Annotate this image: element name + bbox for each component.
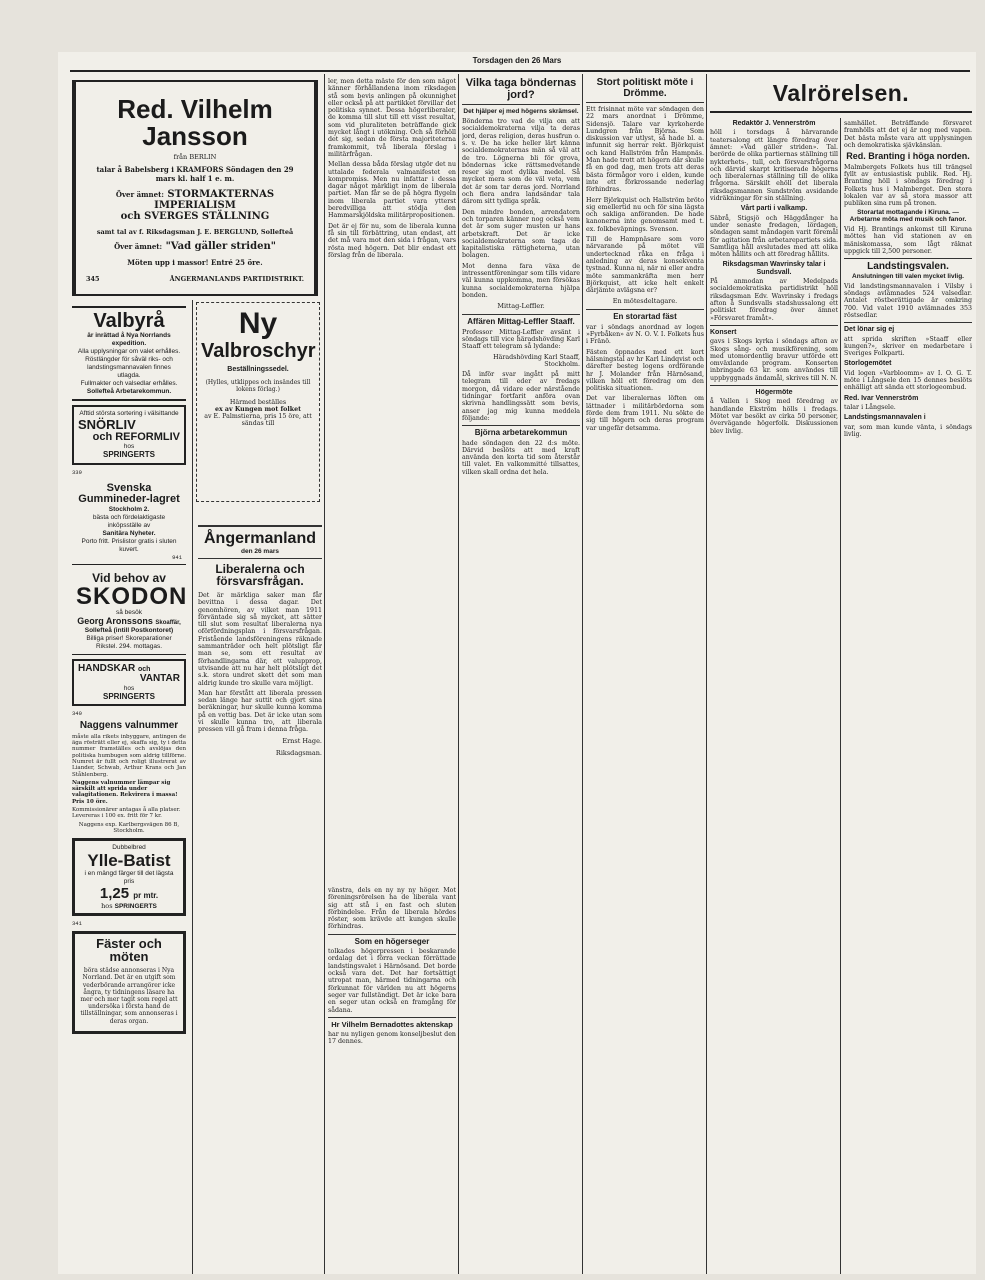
skodon-l4b: Skoaffär, xyxy=(155,620,181,627)
lecture-title: Red. Vilhelm Jansson xyxy=(117,94,273,152)
col7-p1: samhället. Beträffande försvaret framhölls att det ej är nog med vapen. Det bästa måste vara att upplysningen och demokratiska sjävkänslan. xyxy=(844,120,972,149)
col5-p3: Till de Hampnäsare som voro närvarande på mötet vill undertecknad råka en fråga i anledning av deras konsekventa tystnad. Kunna ni, när ni eller andra möte sammankräfta men herr Björkquist, att icke helt enkelt därjämte avlägsna er? xyxy=(586,236,704,295)
gummi-l2: Sanitära Nyheter. xyxy=(102,529,156,537)
lecture-topic3: "Vad gäller striden" xyxy=(165,240,276,252)
lecture-line2: mars kl. half 1 e. m. xyxy=(155,173,235,183)
valrorelsen-banner xyxy=(710,78,972,113)
skodon-l2: SKODON xyxy=(76,583,188,611)
col4-p5: Häradshövding Karl Staaff, Stockholm. xyxy=(493,353,580,368)
rule xyxy=(462,314,580,315)
ang-title: Ångermanland xyxy=(203,530,316,547)
nyval-l2: Valbroschyr xyxy=(201,340,316,362)
skodon-l4: Georg Aronssons xyxy=(77,616,153,627)
col5-p1: Ett frisinnat möte var söndagen den 22 mars anordnat i Drömme, Sidensjö. Talare var kyrkoherde Lundgren från Björna. Som diskussion var utlyst, så hade bl. a. infunnit sig herrar rekt. Björkquist och kand Hallström från Hampnäs. Man hade trott att högern där skulle få en god dag, men trots att deras bästa förmågor voro i elden, kunde inte ett förkrossande nederlag förhindras. xyxy=(586,106,704,194)
col4-p3: Mot denna fara växa de intressentföreningar som tills vidare väl kunna uppkomma, men försökas kunna socialdemokraterna hjälpa bonden. xyxy=(462,262,580,299)
rule xyxy=(328,1017,456,1018)
col5-p6: Det var liberalernas löften om lättnader i militärbördorna som förde dem fram 1911. Nu sökte de sig till högern och deras program var ungefär detsamma. xyxy=(586,395,704,432)
skodon-l3: så besök xyxy=(115,609,143,617)
ang-sig: Ernst Hage. xyxy=(282,736,322,745)
col6-p1: höll i torsdags å härvarande teatersalong ett längre föredrag över ämnet: »Vad gäller striden». Tal. berörde de olika partiernas ställning till nykterhets-, tull, och försvarsfrågorna och därvid skarpt kritiserade högerns och liberalernas ställning till de olika frågorna. Särskilt ehöll det liberala riksdagsmannen Sundström avsidande vidräkningar för sin ställning. xyxy=(710,129,838,203)
col5-p5: Fästen öppnades med ett kort hälsningstal av hr Karl Lindqvist och därefter besteg logens ordförande hr J. Molander från Härnösand, vilken höll ett föredrag om den politiska situationen. xyxy=(586,348,704,393)
valbyra-line1: är inrättad å Nya Norrlands expedition. xyxy=(87,332,171,347)
nyval-l4: (Hylles, utklippes och insändes till lokens förlag.) xyxy=(205,379,311,394)
handskar-shop: SPRINGERTS xyxy=(102,691,155,701)
valbyra-sig: Sollefteå Arbetarekommun. xyxy=(86,388,172,395)
skodon-l5: Sollefteå (intill Postkontoret) xyxy=(84,626,174,634)
batist-l2: Ylle-Batist xyxy=(87,851,171,871)
angermanland-article xyxy=(198,522,322,1262)
col6-h3: Riksdagsman Wavrinsky talar i Sundsvall. xyxy=(722,261,826,276)
naggens-ad xyxy=(72,721,186,834)
col7-h1: Red. Branting i höga norden. xyxy=(846,151,970,162)
rule xyxy=(462,104,580,105)
col2-p1: ler, men detta måste för den som något känner förhållandena inom riksdagen stå som bevis anlingen på okunnighet eller också på att partikket förvillar det politiska synnet. Dessa högerliberaler, de komma till slut till ett visst resultat, som vid pluraliteten beträffande gick mycket långt i utökning. Och så förhöll det sig, sedan de första majoriteterna framkommit, två liberala förslag i militärfrågan. xyxy=(328,78,456,158)
lecture-topic2: och SVERGES STÄLLNING xyxy=(120,210,270,222)
col7-h2: Storartat mottagande i Kiruna. — Arbetarne möta med musik och fanor. xyxy=(849,209,967,224)
batist-unit: pr mtr. xyxy=(133,891,159,901)
nyval-l5: Härmed beställes xyxy=(229,399,287,407)
col4-p6: Då inför svar ingått på mitt telegram till eder av fredags morgon, då vidare eder närstående tidningar fortfarit anföra ovan skrivna handlingssätt som bevis, anser jag mig kunna meddela följande: xyxy=(462,371,580,422)
col3-p3: har nu nyligen genom konseljbeslut den 17 dennes. xyxy=(328,1030,456,1046)
column-rule xyxy=(840,118,841,1274)
col4-p2: Den mindre bonden, arrendatorn och torparen känner nog också vem det är som suger musten ur hans arbetskraft. Det är icke socialdemokraterna som taga de kapitalistiska rättigheterna, utan bolagen. xyxy=(462,208,580,260)
snorliv-intro: Afttid största sortering i välsittande xyxy=(79,410,179,417)
col3-h1: Som en högerseger xyxy=(354,936,430,946)
col2-p2: Mellan dessa båda förslag utgör det nu uttalade federala valmanifestet en kompromiss. Men nu infattar i dessa dagar något märkligt inom de liberala partiet. Man får se de på högra flygeln inom liberala partiet vara ytterst beredvilliga att stödja den Hammarskjöldska militärpropositionen. xyxy=(328,161,456,220)
valbyra-title: Valbyrå xyxy=(93,310,165,332)
col6-h5: Högermöte xyxy=(755,389,793,397)
dateline: Torsdagen den 26 Mars xyxy=(472,56,562,65)
ang-date: den 26 mars xyxy=(241,547,279,555)
lecture-org: ÅNGERMANLANDS PARTIDISTRIKT. xyxy=(169,274,304,283)
valbyra-line3: Fullmakter och valsedlar erhålles. xyxy=(80,380,178,387)
handskar-num: 340 xyxy=(72,710,82,718)
handskar-l3: VANTAR xyxy=(139,673,180,685)
col4-p4: Professor Mittag-Leffler avsänt i söndags till vice häradshövding Karl Staaff ett telegram så lydande: xyxy=(462,328,580,351)
lecture-topic2-intro: Över ämnet: xyxy=(114,241,163,251)
lecture-ad xyxy=(72,80,318,296)
col3-p2: tolkades högerpressen i beskarande ordalag det i förra veckan förrättade landstingsvalet i Härnösand. Det borde också vara det. Det har fortsättigt utropat man, härmed tidningarna och förkunnat för världen nu att högerns seger var fullständigt. Det är icke bara en seger utan också en framgång för sådana. xyxy=(328,948,456,1014)
lecture-topic1: STORMAKTERNAS IMPERIALISM xyxy=(154,188,275,211)
column-rule xyxy=(458,74,459,1274)
skodon-ad xyxy=(72,569,186,655)
rule xyxy=(586,309,704,310)
col5-h3: En storartad fäst xyxy=(613,312,677,322)
col4-p1: Bönderna tro vad de vilja om att socialdemokraterna vilja ta deras jord, deras religion, deras husfrun o. s. v. De ha icke heller lärt känna socialdemokraternas män så väl att de tro. Lögnerna bli för grova, böndernas icke rättsmedvetande reser sig mot dylika medel. Så mycket mera som de väl veta, vem det är som tar deras jord. Norrland och flera andra landsändar tala därom sitt tydliga språk. xyxy=(462,118,580,206)
lecture-from: från BERLIN xyxy=(173,152,217,161)
naggens-title: Naggens valnummer xyxy=(79,720,179,732)
newspaper-page xyxy=(58,52,976,1274)
snorliv-num: 339 xyxy=(72,468,82,476)
col5-p2: Herr Björkquist och Hallström bröto sig emellertid nu och för sina lägsta och sakliga anföranden. De hade kanonerna inte genomsamt med t. ex. folkbeväpnings. Svenson. xyxy=(586,196,704,233)
ang-body: Det är märkliga saker man får bevittna i dessa dagar. Det genomhören, av vilket man 1911 förväntade sig så mycket, att sätter till slut som resultat liberalerna nya oförfördningsplan i försvarsfrågan. Fristående landsföreningens räknade sammanträder och helt plötsligt får man se, som ett resultat av förhandlingarna där, ett valupprop, utvisande att nu har helt plötsligt det s.k. stora undret skett det som man aldrig kunde tro skulle vara möjligt. xyxy=(198,591,322,687)
rule xyxy=(198,558,322,559)
left-ads-stack xyxy=(72,302,186,1038)
snorliv-hos: hos xyxy=(123,443,135,451)
valbyra-line2: Alla upplysningar om valet erhålles. Röstlängder för såväl riks- och landstingsmannavalen finnes utlagda. xyxy=(77,348,181,379)
col5-h1: Stort politiskt möte i Drömme. xyxy=(596,78,694,99)
rule xyxy=(462,425,580,426)
col6-h1: Redaktör J. Vennerström xyxy=(732,120,816,127)
valrorelsen-title: Valrörelsen. xyxy=(772,80,910,106)
lecture-line3: samt tal av f. Riksdagsman J. E. BERGLUND, Sollefteå xyxy=(96,227,294,236)
gummi-l3: Porto fritt. Prislistor gratis i sluten kuvert. xyxy=(81,537,177,553)
ang-title2: Liberalerna och försvarsfrågan. xyxy=(215,561,305,589)
col4-p7: hade söndagen den 22 d:s möte. Därvid beslöts att med kraft använda den korta tid som återstår till valet. En valkommitté tillsattes, vilken skall ordna det hela. xyxy=(462,439,580,476)
naggens-l4: Naggens exp. Karlbergsvägen 86 B, Stockholm. xyxy=(78,821,180,834)
nyval-l3: Beställningssedel. xyxy=(227,366,289,373)
column-6 xyxy=(710,120,838,1260)
ang-body2: Man har förstått att liberala pressen sedan länge har suttit och gjort sina beräkningar, hur skulle kunna komma på en vettig bas. Det är icke utan som vi skulle kunna tro, att liberala pressen vill gå fram i denna fråga. xyxy=(198,689,322,734)
lecture-entry: Möten upp i massor! Entré 25 öre. xyxy=(127,257,263,267)
lecture-num: 345 xyxy=(86,274,100,283)
column-rule xyxy=(192,300,193,1274)
handskar-hos: hos xyxy=(123,684,135,692)
gummi-title2: Gummineder-lagret xyxy=(78,493,180,506)
col4-h3: Affären Mittag-Leffler Staaff. xyxy=(467,317,575,327)
col6-p4: gavs i Skogs kyrka i söndags afton av Skogs sång- och musikförening, som med utomordentlig bravur utförde ett omväxlande program. Konserten inbringade 63 kr. som användes till uppbyggnads ändamål, skrives till N. N. xyxy=(710,338,838,382)
col2-p3: Det är ej för nu, som de liberala kunna få sin till förbättring, utan endast, att det må vara mot den sida i frågan, vars rösta med högern. Det blir endast ett förslag från de liberala. xyxy=(328,222,456,259)
col7-h4: Det lönar sig ej xyxy=(844,326,895,334)
col7-h7: Landstingsmannavalen i xyxy=(844,414,926,422)
rule xyxy=(198,525,322,527)
column-rule xyxy=(706,74,707,1274)
gummi-city: Stockholm 2. xyxy=(108,505,150,513)
rule xyxy=(710,325,838,326)
gummi-l1: bästa och fördelaktigaste inköpsställe av xyxy=(92,513,166,529)
batist-l3: i en mängd färger till det lägsta pris xyxy=(84,870,174,886)
col7-h6: Red. Ivar Vennerström xyxy=(844,394,919,402)
batist-num: 341 xyxy=(72,919,82,927)
lecture-line1: talar å Babelsberg i KRAMFORS Söndagen den 29 xyxy=(96,164,294,174)
col5-p4: var i söndags anordnad av logen »Fyrbåken» av N. O. V. I. Folkets hus i Fränö. xyxy=(586,323,704,346)
col5-h2: En mötesdeltagare. xyxy=(612,297,678,306)
lecture-topic-intro: Över ämnet: xyxy=(115,189,164,199)
handskar-ad xyxy=(72,659,186,706)
column-3-lower xyxy=(328,887,456,1257)
batist-price: 1,25 xyxy=(99,885,130,903)
col6-p3: På anmodan av Medelpads socialdemokratiska partidistrikt höll riksdagsman Edv. Wavrinsky i fredags afton å Sundsvalls stadshussalong ett politiskt föredrag över ämnet »Försvaret framåt». xyxy=(710,278,838,322)
column-5 xyxy=(586,78,704,1258)
col4-h1: Vilka taga böndernas jord? xyxy=(465,78,577,101)
handskar-l2: och xyxy=(138,665,151,673)
rule xyxy=(328,934,456,935)
col7-p7: talar i Långsele. xyxy=(844,404,896,412)
nyval-l1: Ny xyxy=(238,307,278,340)
snorliv-l2: och REFORMLIV xyxy=(92,430,180,443)
col7-h5: Storlogemötet xyxy=(844,360,892,368)
snorliv-shop: SPRINGERTS xyxy=(102,450,155,460)
col4-sig: Mittag-Leffler. xyxy=(497,302,545,311)
batist-hos: hos xyxy=(101,901,113,910)
ang-sig2: Riksdagsman. xyxy=(275,748,322,757)
gummi-num: 941 xyxy=(172,553,182,561)
batist-l1: Dubbelbred xyxy=(112,844,146,852)
snorliv-ad xyxy=(72,405,186,465)
col4-h4: Björna arbetarekommun xyxy=(474,428,568,438)
rule xyxy=(710,385,838,386)
col7-p2: Malmbergets Folkets hus till trängsel fyllt av entusiastisk publik. Red. Hj. Branting höll i söndags föredrag i Folkets hus i Malmberget. Den stora lokalen var av så stora massor att publiken sina rum på tronen. xyxy=(844,163,972,208)
snorliv-l1: SNÖRLIV xyxy=(78,417,136,432)
naggens-l2: Naggens valnummer lämpar sig särskilt att sprida under valagitationen. Rekvirera i massa! Pris 10 öre. xyxy=(72,779,178,805)
column-rule xyxy=(324,74,325,1274)
fester-body: böra städse annonseras i Nya Norrland. Det är en utgift som vederbörande arrangörer icke ångra, ty tidningens läsare ha mer och mer tagit som regel att undersöka i första hand de tillställningar, som annonseras i deras organ. xyxy=(80,967,178,1025)
col7-h3: Landstingsvalen. xyxy=(867,261,949,273)
col3-p1: vänstra, dels en ny ny ny höger. Mot föreningsrörelsen ha de liberala vant sig att stå i en fast och sluten förbindelse. Från de liberala hördes röster, som krävde att kungen skulle förhindras. xyxy=(328,887,456,931)
gummi-title1: Svenska xyxy=(106,481,152,494)
rule xyxy=(586,102,704,103)
col6-p2: Säbrå, Stigsjö och Häggdånger ha under senaste fredagen, lördagen, söndagen samt måndagen varit föremål för agitation från arbetarepartiets sida. Samtliga håll avslutades med att olika möten hållits och att föredrag hållits. xyxy=(710,214,838,259)
col7-p6: Vid logen »Varbloomm» av I. O. G. T. möte i Långsele den 15 dennes beslöts enhälligt att sända ett storlogeombud. xyxy=(844,369,972,392)
rule xyxy=(844,258,972,259)
skodon-l1: Vid behov av xyxy=(92,570,166,585)
col7-p8: var, som man kunde vänta, i söndags livlig. xyxy=(844,423,972,438)
skodon-l7: Rikstel. 294. mottagas. xyxy=(95,642,163,650)
col6-p5: å Vallen i Skog med föredrag av handlande Ekström hölls i fredags. Mötet var besökt av cirka 50 personer, övervägande högerfolk. Diskussionen blev livlig. xyxy=(710,398,838,435)
naggens-l3: Kommissionärer antagas å alla platser. Levereras i 100 ex. fritt för 7 kr. xyxy=(72,807,181,820)
nyval-l6: ex av Kungen mot folket xyxy=(214,406,302,414)
gummi-ad xyxy=(72,480,186,565)
valbyra-ad xyxy=(72,306,186,401)
col7-h3b: Anslutningen till valen mycket livlig. xyxy=(852,272,964,280)
handskar-l1: HANDSKAR xyxy=(78,662,136,674)
col4-h2: Det hjälper ej med högerns skrämsel. xyxy=(463,108,579,116)
rule xyxy=(844,322,972,323)
col3-h2: Hr Vilhelm Bernadottes aktenskap xyxy=(331,1019,453,1029)
naggens-body: måste alla rikets inbyggare, antingen de äga rösträtt eller ej, skaffa sig, ty i detta nummer framställes och avslöjas den politiska humbugen som aldrig tillförne. Numret är fullt och roligt illustrerat av Liander, Schwab, Arthur Krans och Jan Ståhlenberg. xyxy=(72,733,186,778)
col6-h2: Vårt parti i valkamp. xyxy=(740,205,808,213)
column-rule xyxy=(582,74,583,1274)
batist-shop: SPRINGERTS xyxy=(114,902,157,910)
column-4 xyxy=(462,78,580,1258)
top-rule xyxy=(70,70,970,72)
col7-p5: att sprida skriften »Staaff eller kungen?», skriver en medarbetare i Sveriges Folkparti. xyxy=(844,335,972,358)
nyval-ad xyxy=(196,302,320,502)
batist-ad xyxy=(72,838,186,916)
col6-h4: Konsert xyxy=(710,328,737,336)
nyval-l7: av E. Palmstierna, pris 15 öre, att sändas till xyxy=(204,413,312,428)
col7-p3: Vid Hj. Brantings ankomst till Kiruna möttes han vid stationen av en mäniskomassa, som lågt räknat uppgick till 2,500 personer. xyxy=(844,226,972,255)
fester-ad xyxy=(72,931,186,1034)
fester-title: Fäster och möten xyxy=(96,935,162,965)
skodon-l6: Billiga priser! Skoreparationer xyxy=(86,634,172,642)
col7-p4: Vid landstingsmannavalen i Vilsby i söndags avlämnades 524 valsedlar. Antalet röstberättigade är omkring 700. Vid valet 1910 avlämnades 353 röstsedlar. xyxy=(844,282,972,319)
column-7 xyxy=(844,120,972,1260)
